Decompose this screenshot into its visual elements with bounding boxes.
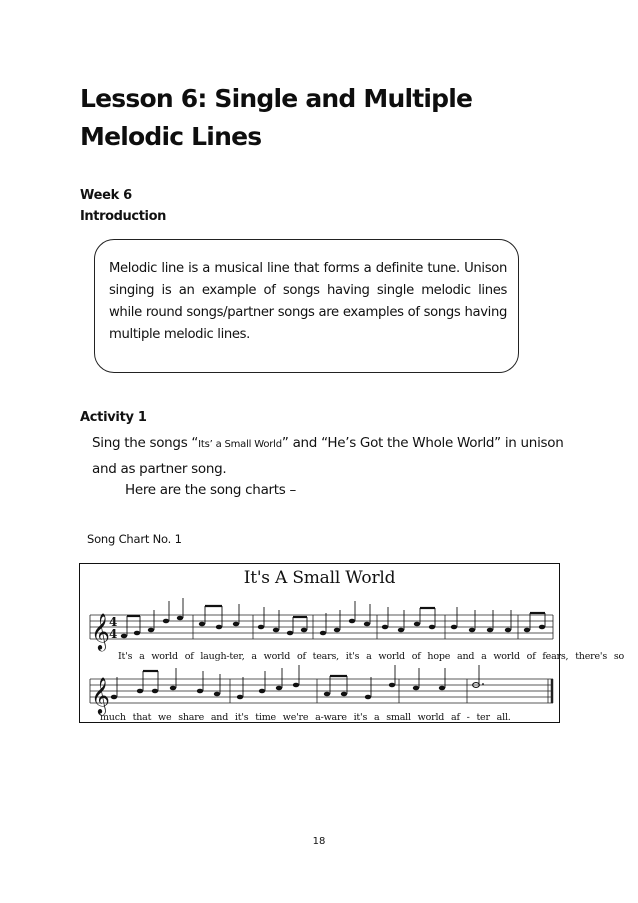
week-heading: Week 6 xyxy=(80,188,132,203)
lesson-title xyxy=(80,80,560,156)
introduction-heading: Introduction xyxy=(80,209,166,224)
introduction-text: Melodic line is a musical line that forms a definite tune. Unison singing is an example of songs having single melodic lines while round songs/partner songs are examples of songs having multiple melodic lines. xyxy=(109,261,507,342)
lesson-title-line-1: Lesson 6: Single and Multiple xyxy=(80,84,473,113)
lesson-title-line-2: Melodic Lines xyxy=(80,122,262,151)
treble-clef-icon-2: 𝄞 xyxy=(91,676,110,714)
treble-clef-icon: 𝄞 xyxy=(91,612,110,650)
activity-heading: Activity 1 xyxy=(80,410,147,425)
staff-1 xyxy=(90,615,553,639)
time-signature-top: 4 xyxy=(109,615,118,629)
music-staff-drawing xyxy=(80,564,561,724)
song-charts-intro: Here are the song charts – xyxy=(125,482,296,498)
activity-text-mid: ” and “He’s Got the Whole World” in unison and as partner song. xyxy=(92,435,564,477)
note-beams-staff-2 xyxy=(143,671,347,676)
activity-instructions xyxy=(92,431,572,481)
song-chart-label: Song Chart No. 1 xyxy=(87,532,182,546)
dotted-note-dot xyxy=(482,683,484,685)
time-signature-bottom: 4 xyxy=(109,627,118,641)
note-stems-staff-2 xyxy=(117,665,479,697)
song-title: It's A Small World xyxy=(243,568,396,588)
lyrics-line-2: much that we share and it's time we're a-ware it's a small world af - ter all. xyxy=(100,712,511,723)
staff-2 xyxy=(90,679,553,703)
activity-text-pre: Sing the songs “ xyxy=(92,435,199,451)
lyrics-line-1: It's a world of laugh-ter, a world of tears, it's a world of hope and a world of fears, there's so xyxy=(118,651,625,662)
sheet-music xyxy=(79,563,625,723)
activity-song-name: Its’ a Small World xyxy=(198,439,282,450)
page-number: 18 xyxy=(312,836,326,847)
